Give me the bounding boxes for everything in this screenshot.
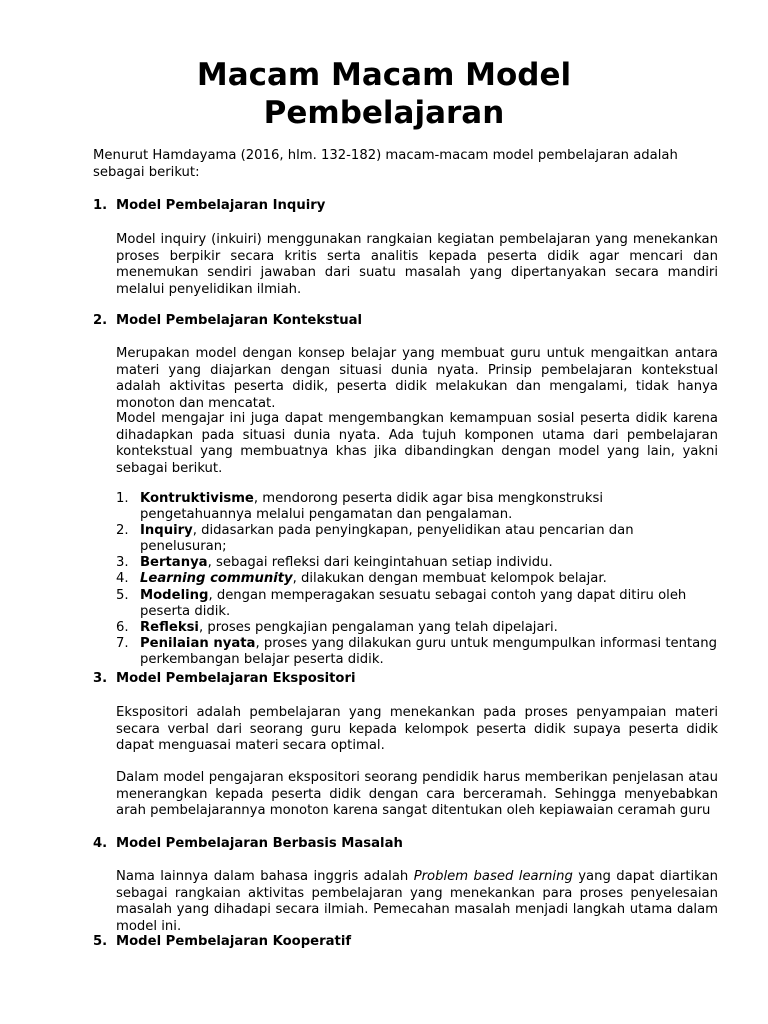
document-title — [0, 56, 768, 132]
title-line-2: Pembelajaran — [263, 95, 505, 131]
section-heading-text: Model Pembelajaran Inquiry — [116, 198, 326, 213]
section-4-heading — [93, 836, 403, 853]
list-item-number: 3. — [116, 555, 129, 571]
list-item-desc: , sebagai refleksi dari keingintahuan setiap individu. — [207, 555, 553, 571]
section-3-paragraph-2: Dalam model pengajaran ekspositori seorang pendidik harus memberikan penjelasan atau menerangkan kepada peserta didik dengan cara berceramah. Sehingga menyebabkan arah pembelajarannya monoton karena sangat ditentukan oleh kepiawaian ceramah guru — [116, 770, 718, 818]
list-item — [116, 636, 718, 668]
list-item-desc: , proses yang dilakukan guru untuk mengumpulkan informasi tentang perkembangan belajar peserta didik. — [140, 635, 717, 667]
section-3-heading — [93, 671, 356, 688]
list-item — [116, 571, 718, 587]
section-heading-text: Model Pembelajaran Kontekstual — [116, 313, 363, 328]
list-item-number: 2. — [116, 523, 129, 539]
section-number: 1. — [93, 198, 108, 213]
list-item-term: Refleksi — [140, 619, 199, 635]
list-item-number: 5. — [116, 587, 129, 603]
section-heading-text: Model Pembelajaran Berbasis Masalah — [116, 836, 403, 851]
list-item-desc: , didasarkan pada penyingkapan, penyelidikan atau pencarian dan penelusuran; — [140, 523, 634, 555]
list-item-number: 7. — [116, 635, 129, 651]
section-number: 2. — [93, 313, 108, 328]
section-3-paragraph-1: Ekspositori adalah pembelajaran yang menekankan pada proses penyampaian materi secara verbal dari seorang guru kepada kelompok peserta didik supaya peserta didik dapat menguasai materi secara optimal. — [116, 705, 718, 753]
section-1-heading — [93, 198, 325, 215]
paragraph-text: Nama lainnya dalam bahasa inggris adalah — [116, 869, 414, 884]
contextual-components-list — [116, 491, 718, 668]
section-number: 3. — [93, 671, 108, 686]
list-item-number: 1. — [116, 491, 129, 506]
section-5-heading — [93, 934, 351, 951]
list-item-term: Learning community — [140, 571, 293, 587]
section-2-paragraph-2: Model mengajar ini juga dapat mengembangkan kemampuan sosial peserta didik karena dihadapkan pada situasi dunia nyata. Ada tujuh komponen utama dari pembelajaran kontekstual yang membuatnya khas jika dibandingkan dengan model yang lain, yakni sebagai berikut. — [116, 411, 718, 476]
list-item-term: Bertanya — [140, 555, 208, 571]
list-item — [116, 491, 718, 523]
section-number: 5. — [93, 934, 108, 949]
intro-paragraph: Menurut Hamdayama (2016, hlm. 132-182) macam-macam model pembelajaran adalah sebagai berikut: — [93, 148, 678, 180]
list-item-term: Inquiry — [140, 523, 193, 539]
section-number: 4. — [93, 836, 108, 851]
list-item — [116, 523, 718, 555]
list-item-term: Kontruktivisme — [140, 491, 254, 506]
section-heading-text: Model Pembelajaran Kooperatif — [116, 934, 352, 949]
list-item-term: Modeling — [140, 587, 209, 603]
list-item — [116, 555, 718, 571]
section-1-paragraph: Model inquiry (inkuiri) menggunakan rangkaian kegiatan pembelajaran yang menekankan proses berpikir secara kritis serta analitis kepada peserta didik agar mencari dan menemukan sendiri jawaban dari suatu masalah yang dipertanyakan secara mandiri melalui penyelidikan ilmiah. — [116, 232, 718, 297]
list-item-desc: , proses pengkajian pengalaman yang telah dipelajari. — [198, 619, 558, 635]
section-heading-text: Model Pembelajaran Ekspositori — [116, 671, 356, 686]
title-line-1: Macam Macam Model — [196, 57, 572, 93]
list-item-desc: , dilakukan dengan membuat kelompok belajar. — [292, 571, 607, 587]
paragraph-text: yang dapat diartikan sebagai rangkaian aktivitas pembelajaran yang menekankan para proses penyelesaian masalah yang dihadapi secara ilmiah. Pemecahan masalah menjadi langkah utama dalam model ini. — [116, 869, 719, 934]
section-2-heading — [93, 313, 362, 330]
list-item-term: Penilaian nyata — [140, 635, 256, 651]
section-4-paragraph — [116, 869, 718, 935]
list-item-desc: , mendorong peserta didik agar bisa mengkonstruksi pengetahuannya melalui pengamatan dan pengalaman. — [140, 491, 603, 523]
list-item-number: 6. — [116, 619, 129, 635]
list-item-desc: , dengan memperagakan sesuatu sebagai contoh yang dapat ditiru oleh peserta didik. — [140, 587, 687, 619]
list-item-number: 4. — [116, 571, 129, 587]
section-2-paragraph-1: Merupakan model dengan konsep belajar yang membuat guru untuk mengaitkan antara materi yang diajarkan dengan situasi dunia nyata. Prinsip pembelajaran kontekstual adalah aktivitas peserta didik, peserta didik melakukan dan mengalami, tidak hanya monoton dan mencatat. — [116, 346, 718, 411]
paragraph-italic-term: Problem based learning — [413, 869, 573, 884]
list-item — [116, 620, 718, 636]
list-item — [116, 588, 718, 620]
